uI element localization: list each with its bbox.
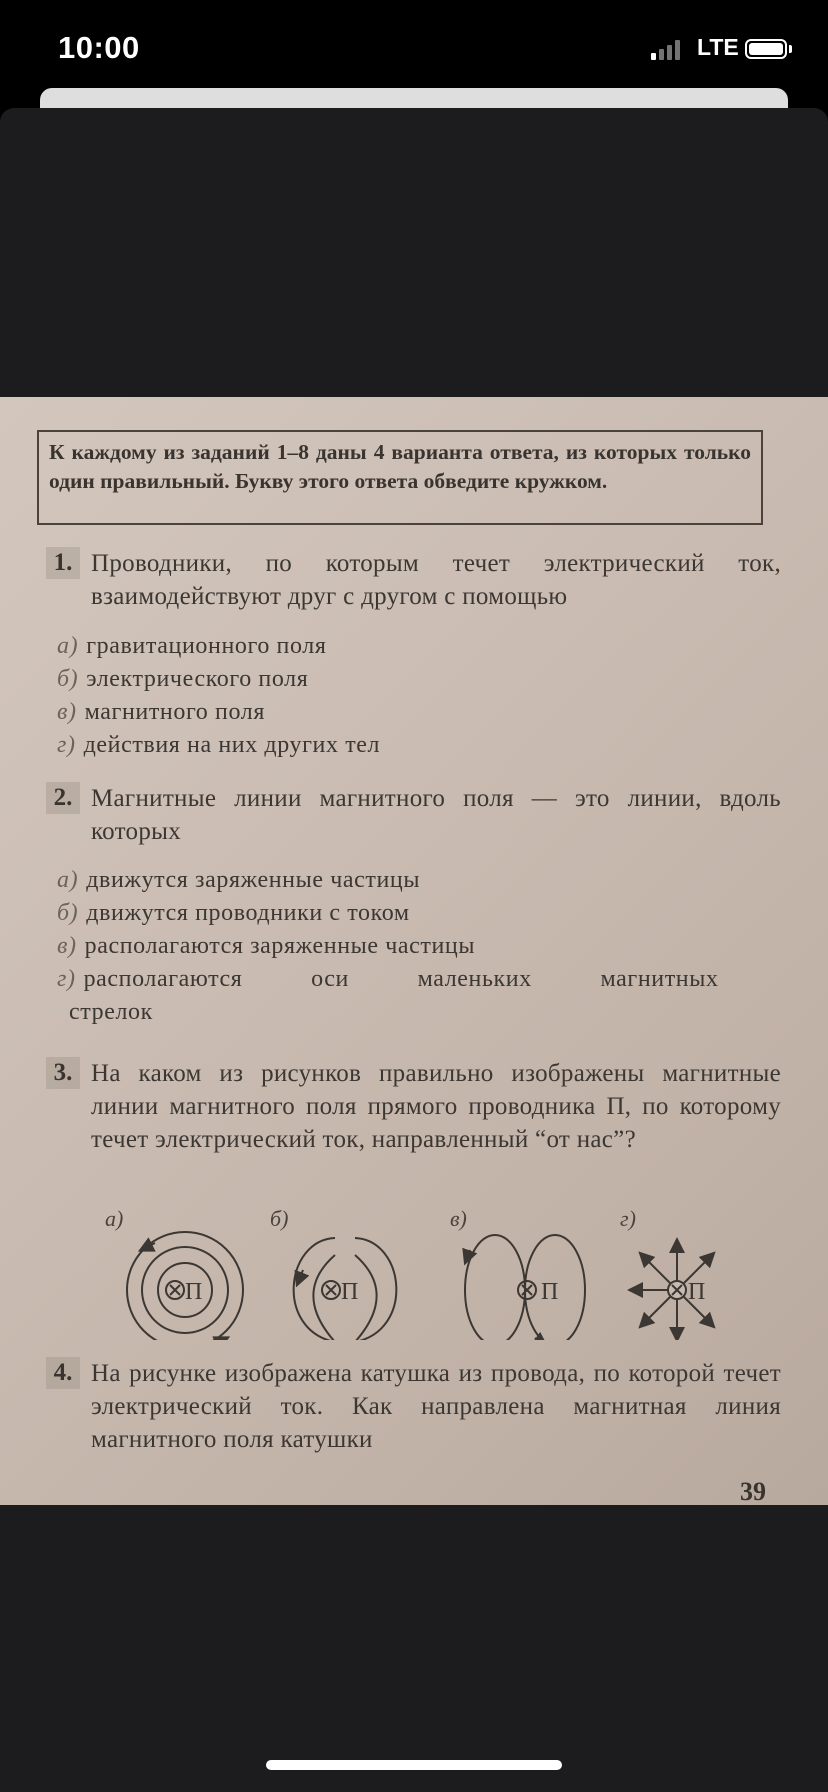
question-number: 3. — [46, 1057, 80, 1089]
status-bar — [0, 0, 828, 100]
question-number: 2. — [46, 782, 80, 814]
network-label: LTE — [697, 34, 739, 60]
question-text: Проводники, по которым течет электрический ток, взаимодействуют друг с другом с помощью — [91, 550, 781, 610]
figure-letter: б) — [270, 1210, 289, 1231]
home-indicator[interactable] — [266, 1760, 562, 1770]
figure-a[interactable] — [105, 1210, 243, 1340]
battery-icon — [745, 39, 787, 59]
question-text: На каком из рисунков правильно изображены магнитные линии магнитного поля прямого проводника П, по которому течет электрический ток, направленный “от нас”? — [91, 1060, 781, 1153]
status-time: 10:00 — [58, 30, 140, 65]
option-a[interactable]: а) гравитационного поля — [57, 633, 327, 659]
option-v[interactable]: в) магнитного поля — [57, 699, 265, 725]
question-text: На рисунке изображена катушка из провода, по которой течет электрический ток. Как направлена магнитная линия магнитного поля катушки — [91, 1360, 781, 1453]
conductor-label: П — [541, 1279, 559, 1305]
instruction-box: К каждому из заданий 1–8 даны 4 варианта ответа, из которых только один правильный. Букву этого ответа обведите кружком. — [37, 430, 763, 525]
option-a[interactable]: а) движутся заряженные частицы — [57, 867, 421, 893]
textbook-page-photo[interactable] — [0, 397, 828, 1505]
question-number: 4. — [46, 1357, 80, 1389]
option-b[interactable]: б) движутся проводники с током — [57, 900, 410, 926]
battery-tip — [789, 45, 792, 53]
page-number: 39 — [740, 1477, 766, 1505]
figure-letter: г) — [620, 1210, 636, 1231]
conductor-label: П — [185, 1279, 203, 1305]
question-number: 1. — [46, 547, 80, 579]
question-3-figures — [95, 1210, 795, 1340]
figure-v[interactable] — [450, 1210, 585, 1340]
figure-letter: а) — [105, 1210, 124, 1231]
figure-g[interactable] — [620, 1210, 710, 1335]
question-text: Магнитные линии магнитного поля — это линии, вдоль которых — [91, 785, 781, 845]
conductor-label: П — [341, 1279, 359, 1305]
figure-letter: в) — [450, 1210, 467, 1231]
option-b[interactable]: б) электрического поля — [57, 666, 309, 692]
option-v[interactable]: в) располагаются заряженные частицы — [57, 933, 476, 959]
conductor-label: П — [688, 1279, 706, 1305]
figure-b[interactable] — [270, 1210, 396, 1340]
option-g-continuation: стрелок — [69, 999, 153, 1025]
option-g[interactable]: г) действия на них других тел — [57, 732, 381, 758]
option-g[interactable]: г) располагаются оси маленьких магнитных — [57, 966, 719, 992]
